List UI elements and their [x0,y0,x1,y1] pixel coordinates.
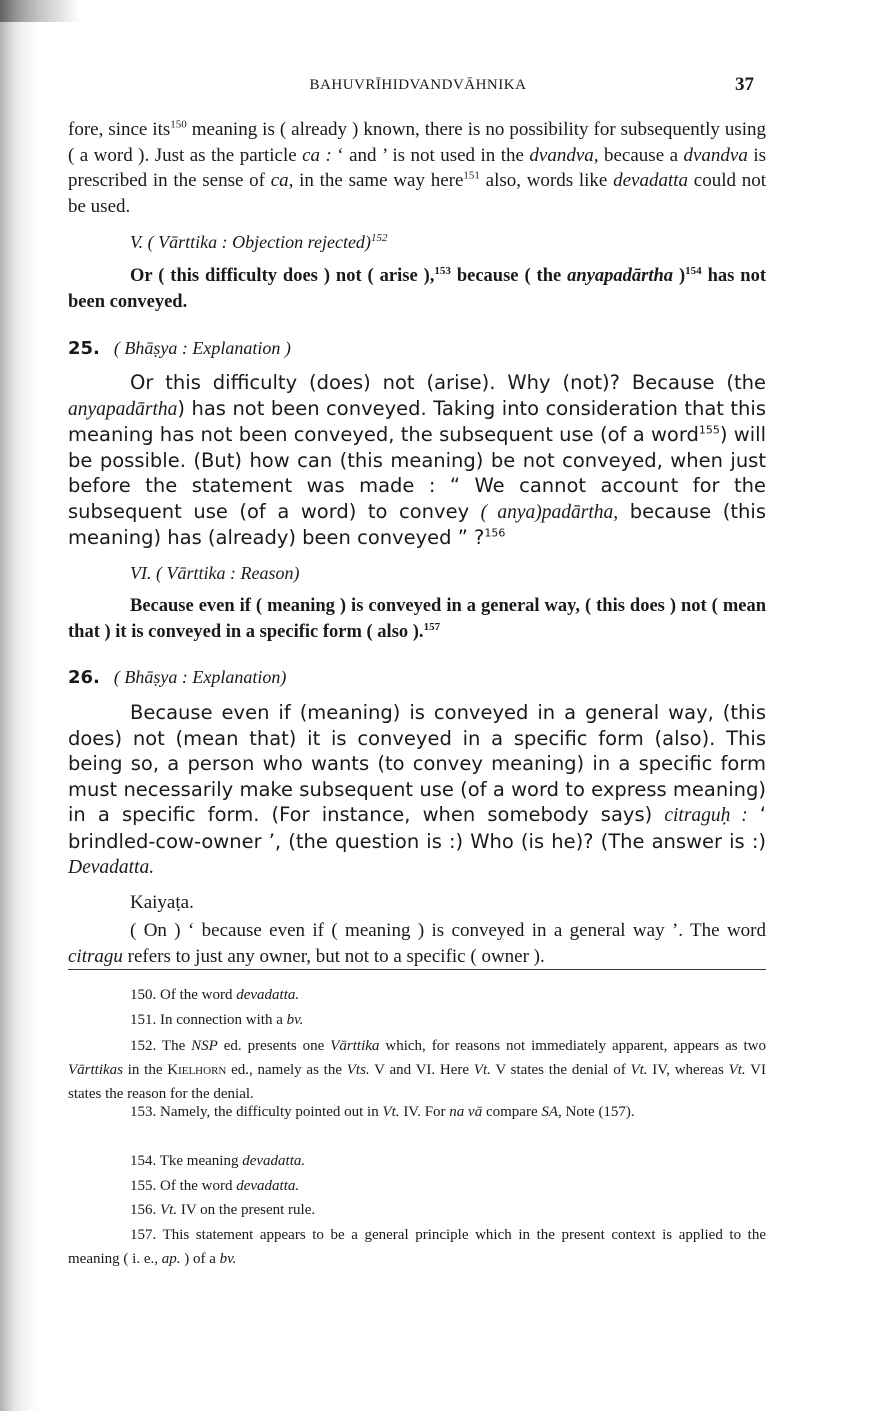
section-26-heading: 26. ( Bhāṣya : Explanation) [68,667,287,688]
kaiyata-heading: Kaiyaṭa. [130,892,194,913]
scan-corner-shadow [0,0,80,22]
section-25-heading: 25. ( Bhāṣya : Explanation ) [68,338,291,359]
footnote-154: 154. Tke meaning devadatta. [130,1153,306,1169]
footnote-155: 155. Of the word devadatta. [130,1178,300,1194]
footnote-divider [68,969,766,970]
intro-paragraph: fore, since its$^{150}$ meaning is ( already ) known, there is no possibility for subsequently using ( a word ). Just as the particle ca : ‘ and ’ is not used in the dvandva, because a dvandva is prescribed in the sense of ca, in the same way here$^{151}$ also, words like devadatta could not be used. [68,118,767,217]
footnote-153: 153. Namely, the difficulty pointed out in Vt. IV. For na vā compare SA, Note (157). [130,1104,635,1120]
section-26-number: 26. [68,667,100,688]
vartika-v-heading: V. ( Vārttika : Objection rejected)$^{152}$ [130,232,388,252]
footnote-157: 157. This statement appears to be a general principle which in the present context is applied to the meaning ( i. e., ap. ) of a bv. [68,1227,766,1267]
vartika-v-text: Or ( this difficulty does ) not ( arise ),$^{153}$ because ( the anyapadārtha )$^{154}$ has not been conveyed. [68,264,766,312]
footnote-151: 151. In connection with a bv. [130,1012,304,1028]
vartika-vi-text: Because even if ( meaning ) is conveyed in a general way, ( this does ) not ( mean that ) it is conveyed in a specific form ( also ).$^{157}$ [68,596,766,642]
page-number: 37 [735,74,754,95]
footnote-152: 152. The NSP ed. presents one Vārttika which, for reasons not immediately apparent, appears as two Vārttikas in the Kielhorn ed., namely as the Vts. V and VI. Here Vt. V states the denial of Vt. IV, whereas Vt. VI states the reason for the denial. [68,1038,766,1102]
kaiyata-text: ( On ) ‘ because even if ( meaning ) is conveyed in a general way ’. The word citragu refers to just any owner, but not to a specific ( owner ). [68,920,766,967]
section-25-number: 25. [68,338,100,359]
section-26-text: Because even if (meaning) is conveyed in a general way, (this does) not (mean that) it is conveyed in a specific form (also). This being so, a person who wants (to convey meaning) in a specific form must necessarily make subsequent use (of a word to express meaning) in a specific form. (For instance, when somebody says) citraguḥ : ‘ brindled-cow-owner ’, (the question is :) Who (is he)? (The answer is :) Devadatta. [68,701,766,878]
footnote-150: 150. Of the word devadatta. [130,987,300,1003]
scan-shadow [0,0,40,1411]
running-title: BAHUVRĪHIDVANDVĀHNIKA [309,77,527,93]
page-header [68,74,768,98]
vartika-vi-heading: VI. ( Vārttika : Reason) [130,563,300,583]
footnote-156: 156. Vt. IV on the present rule. [130,1202,316,1218]
section-25-text: Or this difficulty (does) not (arise). Why (not)? Because (the anyapadārtha) has not been conveyed. Taking into consideration that this meaning has not been conveyed, the subsequent use (of a word$^{155}$) will be possible. (But) how can (this meaning) be not conveyed, when just before the statement was made : “ We cannot account for the subsequent use (of a word) to convey ( anya)padārtha, because (this meaning) has (already) been conveyed ” ?$^{156}$ [68,371,767,549]
